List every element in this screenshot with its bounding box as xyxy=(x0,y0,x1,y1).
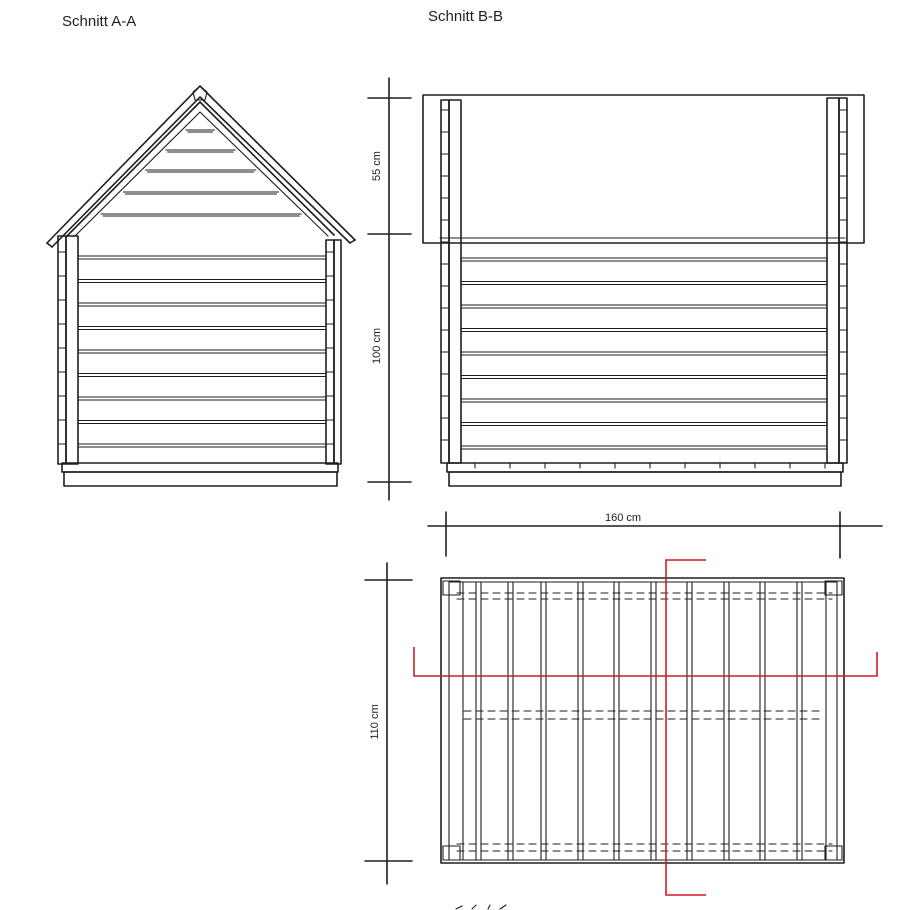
cropped-caption-fragment xyxy=(456,905,506,909)
floor-boards xyxy=(463,582,826,860)
wall-height-label: 100 cm xyxy=(371,327,383,365)
left-post-inner xyxy=(449,100,461,463)
depth-label: 110 cm xyxy=(369,704,381,740)
right-post-outer xyxy=(334,240,341,464)
wall-boards-b xyxy=(461,258,827,449)
gable-triangle xyxy=(75,112,328,236)
section-cut-b-line xyxy=(666,560,706,895)
base-beam xyxy=(64,472,337,486)
width-label: 160 cm xyxy=(604,512,642,524)
title-section-a: Schnitt A-A xyxy=(62,13,137,30)
width-dimension xyxy=(428,512,882,558)
left-post-inner xyxy=(66,236,78,464)
plan-inner-outline xyxy=(449,582,837,860)
floor-beam xyxy=(449,472,841,486)
section-cut-lines xyxy=(414,560,877,895)
section-a-drawing xyxy=(47,86,355,486)
wall-boards xyxy=(78,256,326,447)
title-section-b: Schnitt B-B xyxy=(428,8,504,25)
section-b-drawing xyxy=(423,95,864,486)
right-corner-post xyxy=(326,240,334,464)
corner-post xyxy=(825,846,842,860)
roof-outer-edge xyxy=(47,86,355,243)
roof-height-label: 55 cm xyxy=(371,151,383,181)
right-post-outer xyxy=(839,98,847,463)
height-dimensions xyxy=(368,78,411,500)
floor-plate xyxy=(447,463,843,472)
post-fasteners xyxy=(58,252,334,444)
left-corner-post xyxy=(58,236,66,464)
post-fasteners-b xyxy=(441,110,847,440)
base-plate xyxy=(62,463,338,472)
depth-dimension xyxy=(365,563,412,884)
roof-panel xyxy=(423,95,864,243)
section-cut-a-line xyxy=(414,647,877,676)
corner-post xyxy=(825,581,842,595)
plan-outline xyxy=(441,578,844,863)
floor-plan xyxy=(441,578,844,863)
right-post-inner xyxy=(827,98,839,463)
corner-post xyxy=(443,846,460,860)
